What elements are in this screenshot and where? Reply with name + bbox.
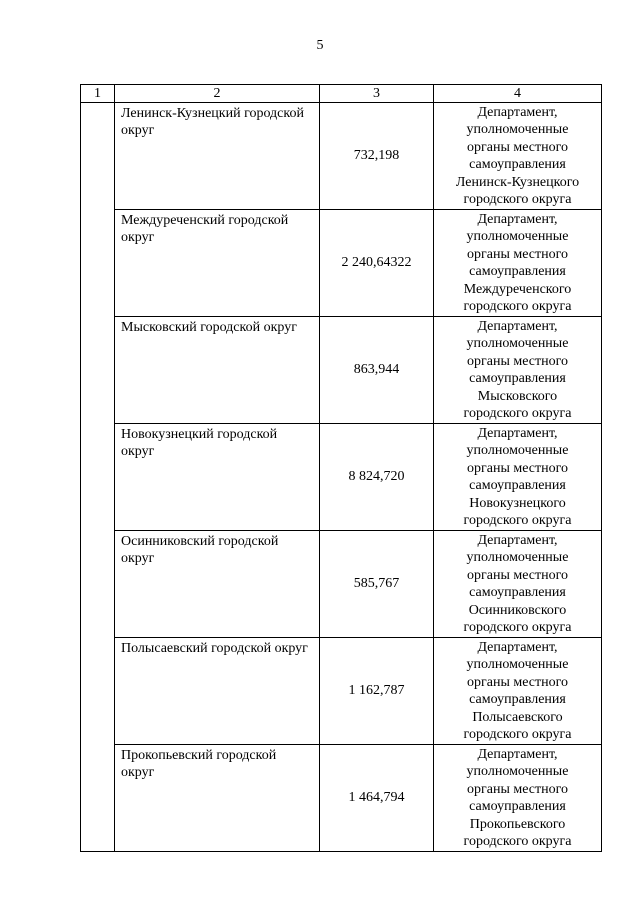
responsible-line: Новокузнецкого <box>469 495 566 511</box>
responsible-line: городского округа <box>463 513 572 529</box>
responsible-line: Мысковского <box>477 388 558 404</box>
responsible-line: Осинниковского <box>468 602 567 618</box>
responsible-line: самоуправления <box>469 799 566 815</box>
responsible-line: Департамент, <box>477 640 558 655</box>
responsible-line: органы местного <box>467 246 568 262</box>
responsible-line: органы местного <box>467 460 568 476</box>
responsible-cell <box>434 103 602 210</box>
responsible-line: органы местного <box>467 781 568 797</box>
municipality-name: Осинниковский городской округ <box>115 531 320 638</box>
responsible-cell <box>434 424 602 531</box>
responsible-cell <box>434 745 602 852</box>
responsible-line: Департамент, <box>477 212 558 227</box>
responsible-line: Департамент, <box>477 319 558 334</box>
responsible-line: уполномоченные <box>466 336 569 352</box>
responsible-line: Департамент, <box>477 105 558 120</box>
municipality-name: Полысаевский городской округ <box>115 638 320 745</box>
responsible-line: городского округа <box>463 727 572 743</box>
responsible-line: городского округа <box>463 299 572 315</box>
responsible-line: городского округа <box>463 834 572 850</box>
responsible-line: органы местного <box>467 674 568 690</box>
responsible-cell <box>434 317 602 424</box>
responsible-line: самоуправления <box>469 157 566 173</box>
table-row <box>81 745 602 852</box>
responsible-cell <box>434 210 602 317</box>
responsible-line: органы местного <box>467 139 568 155</box>
amount-cell: 2 240,64322 <box>320 210 434 317</box>
table-row <box>81 531 602 638</box>
responsible-line: Ленинск-Кузнецкого <box>455 174 580 190</box>
column-header-4: 4 <box>434 85 602 103</box>
responsible-line: самоуправления <box>469 692 566 708</box>
responsible-line: самоуправления <box>469 264 566 280</box>
amount-cell: 1 464,794 <box>320 745 434 852</box>
responsible-line: Прокопьевского <box>469 816 566 832</box>
column-header-2: 2 <box>115 85 320 103</box>
amount-cell: 8 824,720 <box>320 424 434 531</box>
responsible-line: самоуправления <box>469 585 566 601</box>
table-header-row <box>81 85 602 103</box>
responsible-line: Междуреченского <box>463 281 572 297</box>
allocation-table <box>80 84 602 852</box>
column-header-1: 1 <box>81 85 115 103</box>
municipality-name: Прокопьевский городской округ <box>115 745 320 852</box>
column-header-3: 3 <box>320 85 434 103</box>
municipality-name: Новокузнецкий городской округ <box>115 424 320 531</box>
responsible-line: уполномоченные <box>466 550 569 566</box>
responsible-line: органы местного <box>467 567 568 583</box>
responsible-line: Департамент, <box>477 426 558 441</box>
municipality-name: Ленинск-Кузнецкий городской округ <box>115 103 320 210</box>
responsible-line: самоуправления <box>469 478 566 494</box>
municipality-name: Междуреченский городской округ <box>115 210 320 317</box>
number-cell <box>81 103 115 852</box>
table-row <box>81 210 602 317</box>
table-row <box>81 103 602 210</box>
table-row <box>81 638 602 745</box>
responsible-line: Полысаевского <box>472 709 563 725</box>
responsible-line: уполномоченные <box>466 122 569 138</box>
responsible-cell <box>434 531 602 638</box>
responsible-cell <box>434 638 602 745</box>
table-body <box>81 85 602 852</box>
responsible-line: уполномоченные <box>466 657 569 673</box>
responsible-line: органы местного <box>467 353 568 369</box>
responsible-line: городского округа <box>463 192 572 208</box>
responsible-line: городского округа <box>463 406 572 422</box>
responsible-line: самоуправления <box>469 371 566 387</box>
page-number: 5 <box>316 38 324 53</box>
municipality-name: Мысковский городской округ <box>115 317 320 424</box>
amount-cell: 1 162,787 <box>320 638 434 745</box>
responsible-line: уполномоченные <box>466 764 569 780</box>
responsible-line: городского округа <box>463 620 572 636</box>
amount-cell: 585,767 <box>320 531 434 638</box>
responsible-line: Департамент, <box>477 533 558 548</box>
amount-cell: 863,944 <box>320 317 434 424</box>
responsible-line: уполномоченные <box>466 229 569 245</box>
responsible-line: Департамент, <box>477 747 558 762</box>
table-row <box>81 424 602 531</box>
table-row <box>81 317 602 424</box>
amount-cell: 732,198 <box>320 103 434 210</box>
responsible-line: уполномоченные <box>466 443 569 459</box>
